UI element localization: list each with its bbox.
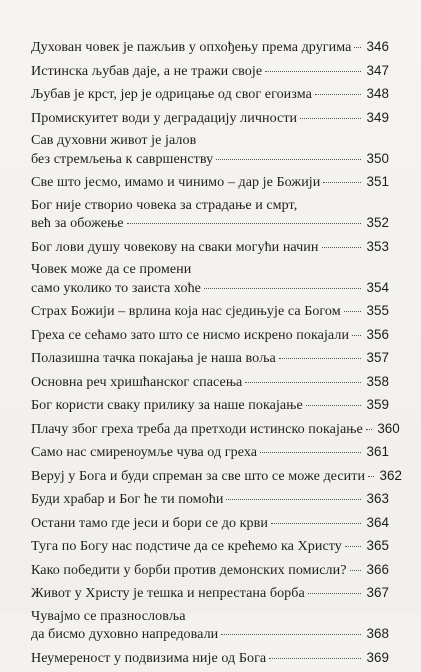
toc-entry-title: Буди храбар и Бог ће ти помоћи: [31, 491, 224, 507]
toc-entry-main-line: [31, 490, 389, 509]
toc-page-number: 352: [366, 215, 389, 230]
toc-page-number: 350: [366, 150, 389, 166]
toc-entry: [31, 514, 389, 533]
toc-entry-continuation-line: [31, 261, 389, 279]
toc-entry: [31, 173, 389, 192]
toc-entry-main-line: [31, 561, 389, 580]
toc-entry-title: Живот у Христу је тешка и непрестана борба: [31, 585, 305, 601]
toc-entry-main-line: [31, 302, 389, 321]
toc-dot-leader: [216, 159, 361, 160]
toc-entry-continuation-line: [31, 608, 389, 626]
toc-entry: [31, 349, 389, 368]
toc-dot-leader: [366, 429, 372, 430]
toc-page-number: 369: [366, 649, 389, 665]
toc-entry-main-line: [31, 467, 403, 486]
toc-entry-main-line: [31, 396, 389, 415]
toc-entry-title: само уколико то заиста хоће: [31, 279, 201, 296]
toc-dot-leader: [323, 182, 361, 183]
toc-entry: [31, 326, 389, 345]
toc-entry-title: Плачу због греха треба да претходи истинско покајање: [31, 420, 363, 437]
toc-entry-main-line: [31, 625, 389, 644]
toc-page-number: 362: [379, 467, 403, 483]
toc-dot-leader: [322, 247, 362, 248]
toc-dot-leader: [315, 94, 361, 95]
toc-dot-leader: [127, 223, 361, 224]
toc-dot-leader: [350, 570, 361, 571]
toc-entry-title: да бисмо духовно напредовали: [31, 626, 219, 642]
toc-page-number: 360: [377, 420, 400, 436]
toc-entry-main-line: [31, 537, 389, 556]
toc-entry-title: Како победити у борби против демонских помисли?: [31, 561, 347, 578]
toc-page-number: 349: [366, 109, 389, 125]
toc-entry-title: Сав духовни живот је јалов: [31, 132, 197, 148]
toc-page-number: 347: [366, 62, 389, 78]
toc-entry-main-line: [31, 238, 389, 257]
toc-page-number: 364: [366, 514, 389, 530]
toc-page-number: 365: [366, 538, 389, 553]
toc-entry: [31, 443, 389, 462]
toc-entry-main-line: [31, 420, 400, 439]
toc-entry-main-line: [31, 326, 389, 345]
toc-entry-continuation-line: [31, 132, 389, 150]
table-of-contents: [31, 38, 403, 672]
toc-page-number: 354: [366, 279, 389, 295]
toc-entry: [31, 584, 389, 603]
toc-page-number: 353: [366, 238, 389, 254]
toc-entry-continuation-line: [31, 197, 389, 215]
toc-entry-main-line: [31, 173, 389, 192]
toc-entry: [31, 109, 389, 128]
toc-entry-title: Греха се сећамо зато што се нисмо искрено покајали: [31, 326, 350, 343]
toc-entry-title: Само нас смиреноумље чува од греха: [31, 444, 258, 460]
toc-page-number: 367: [366, 585, 389, 600]
toc-entry: [31, 132, 389, 168]
toc-page-number: 361: [366, 444, 389, 459]
toc-entry-main-line: [31, 62, 389, 81]
toc-dot-leader: [226, 499, 361, 500]
toc-entry-title: Истинска љубав даје, а не тражи своје: [31, 62, 263, 79]
toc-entry-title: Чувајмо се празнословља: [31, 607, 186, 624]
toc-dot-leader: [269, 658, 361, 659]
toc-entry-title: без стремљења к савршенству: [31, 150, 214, 167]
toc-entry: [31, 649, 389, 668]
toc-entry-title: Туга по Богу нас подстиче да се крећемо ка Христу: [31, 538, 342, 554]
toc-entry: [31, 62, 389, 81]
toc-entry-main-line: [31, 38, 389, 57]
toc-dot-leader: [352, 335, 361, 336]
toc-entry-main-line: [31, 349, 389, 368]
toc-entry-title: Све што јесмо, имамо и чинимо – дар је Божији: [31, 174, 321, 190]
toc-page-number: 358: [366, 373, 389, 389]
toc-dot-leader: [306, 405, 361, 406]
toc-entry: [31, 38, 389, 57]
toc-entry: [31, 561, 389, 580]
toc-dot-leader: [204, 288, 361, 289]
toc-entry: [31, 490, 389, 509]
toc-page-number: 346: [366, 39, 389, 54]
toc-entry-title: Бог користи сваку прилику за наше покајање: [31, 397, 303, 413]
toc-entry-title: Страх Божији – врлина која нас сједињује са Богом: [31, 303, 341, 319]
toc-page-number: 363: [366, 491, 389, 506]
toc-entry: [31, 467, 403, 486]
toc-dot-leader: [368, 476, 374, 477]
toc-entry-main-line: [31, 279, 389, 298]
toc-page-number: 359: [366, 397, 389, 412]
toc-entry: [31, 537, 389, 556]
toc-entry-main-line: [31, 373, 389, 392]
toc-entry-title: Духован човек је пажљив у опхођењу према другима: [31, 39, 352, 55]
toc-dot-leader: [300, 118, 361, 119]
toc-dot-leader: [221, 634, 361, 635]
toc-entry-title: Човек може да се промени: [31, 261, 192, 277]
toc-entry-main-line: [31, 649, 389, 668]
toc-entry-main-line: [31, 443, 389, 462]
toc-entry: [31, 420, 400, 439]
toc-entry-main-line: [31, 150, 389, 169]
toc-entry-title: Основна реч хришћанског спасења: [31, 373, 243, 390]
toc-entry-title: Љубав је крст, јер је одрицање од свог егоизма: [31, 86, 312, 102]
toc-dot-leader: [354, 47, 361, 48]
toc-dot-leader: [265, 71, 361, 72]
toc-dot-leader: [260, 452, 361, 453]
toc-page-number: 357: [366, 350, 389, 365]
toc-entry-title: Неумереност у подвизима није од Бога: [31, 649, 267, 666]
toc-entry: [31, 197, 389, 233]
toc-entry: [31, 373, 389, 392]
toc-entry-title: Бог лови душу човекову на сваки могући начин: [31, 238, 319, 255]
toc-page-number: 366: [366, 561, 389, 577]
toc-dot-leader: [245, 382, 361, 383]
toc-entry: [31, 261, 389, 297]
toc-dot-leader: [344, 311, 361, 312]
toc-entry-main-line: [31, 514, 389, 533]
toc-page-number: 351: [366, 174, 389, 189]
toc-dot-leader: [271, 523, 361, 524]
toc-dot-leader: [279, 358, 361, 359]
toc-dot-leader: [308, 593, 361, 594]
toc-entry-title: Веруј у Бога и буди спреман за све што се може десити: [31, 467, 366, 484]
toc-page-number: 356: [366, 326, 389, 342]
toc-entry-title: већ за обожење: [31, 215, 124, 231]
toc-entry-main-line: [31, 109, 389, 128]
toc-entry: [31, 302, 389, 321]
toc-entry-main-line: [31, 85, 389, 104]
toc-entry-title: Промискуитет води у деградацију личности: [31, 109, 298, 126]
toc-entry: [31, 238, 389, 257]
toc-page-number: 355: [366, 303, 389, 318]
toc-entry-main-line: [31, 214, 389, 233]
toc-page-number: 348: [366, 86, 389, 101]
toc-entry-title: Полазишна тачка покајања је наша воља: [31, 350, 276, 366]
toc-entry: [31, 396, 389, 415]
toc-entry: [31, 608, 389, 644]
toc-entry-title: Бог није створио човека за страдање и смрт,: [31, 196, 298, 213]
toc-dot-leader: [345, 546, 361, 547]
toc-entry-title: Остани тамо где јеси и бори се до крви: [31, 514, 268, 531]
toc-entry-main-line: [31, 584, 389, 603]
toc-entry: [31, 85, 389, 104]
toc-page-number: 368: [366, 626, 389, 641]
